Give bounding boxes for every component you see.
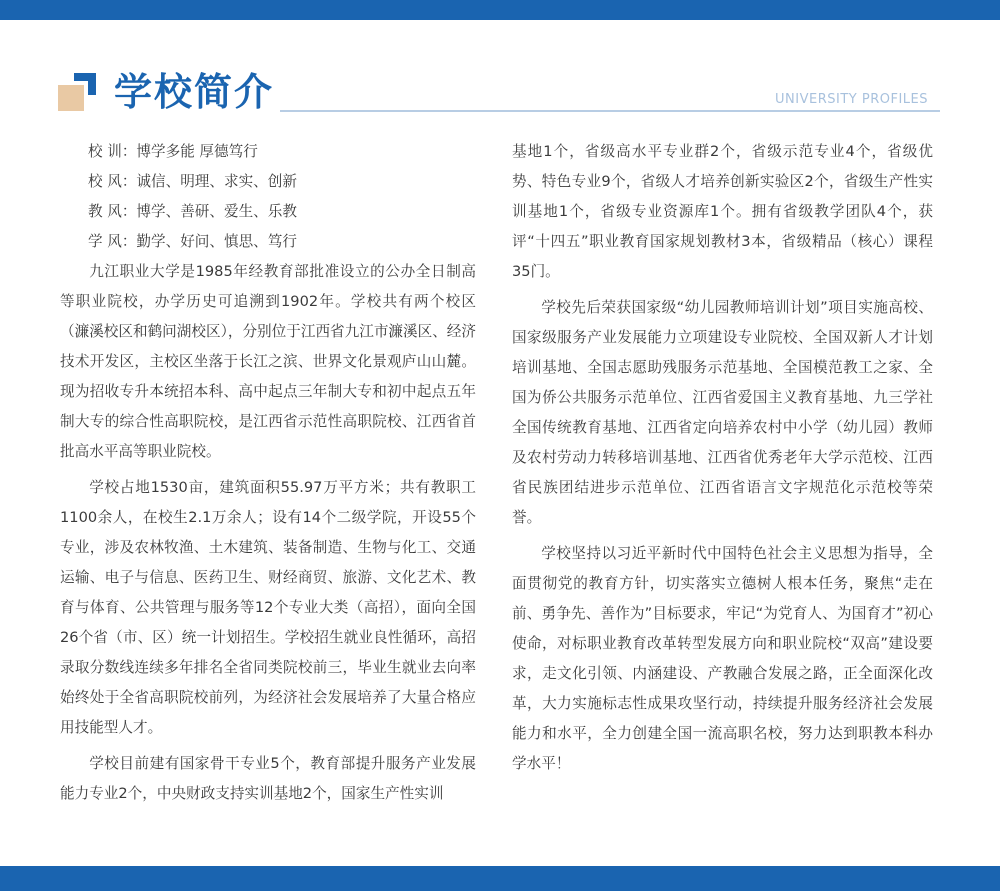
study-style: 学 风：勤学、好问、慎思、笃行 [88,233,297,250]
title-divider [280,110,940,112]
right-column [512,137,933,779]
bottom-banner-bar [0,866,1000,891]
school-motto: 校 训：博学多能 厚德笃行 [88,143,258,160]
page-subtitle: UNIVERSITY PROFILES [775,92,928,107]
majors-paragraph: 学校目前建有国家骨干专业5个，教育部提升服务产业发展能力专业2个，中央财政支持实训基地2个，国家生产性实训 [60,755,476,802]
mission-paragraph: 学校坚持以习近平新时代中国特色社会主义思想为指导，全面贯彻党的教育方针，切实落实立德树人根本任务，聚焦“走在前、勇争先、善作为”目标要求，牢记“为党育人、为国育才”初心使命，对标职业教育改革转型发展方向和职业院校“双高”建设要求，走文化引领、内涵建设、产教融合发展之路，正全面深化改革，大力实施标志性成果攻坚行动，持续提升服务经济社会发展能力和水平，全力创建全国一流高职名校，努力达到职教本科办学水平！ [512,545,933,772]
teaching-style: 教 风：博学、善研、爱生、乐教 [88,203,297,220]
page-title: 学校简介 [114,70,275,114]
scale-paragraph: 学校占地1530亩，建筑面积55.97万平方米；共有教职工1100余人，在校生2.1万余人；设有14个二级学院，开设55个专业，涉及农林牧渔、土木建筑、装备制造、生物与化工、交通运输、电子与信息、医药卫生、财经商贸、旅游、文化艺术、教育与体育、公共管理与服务等12个专业大类（高招），面向全国26个省（市、区）统一计划招生。学校招生就业良性循环，高招录取分数线连续多年排名全省同类院校前三，毕业生就业去向率始终处于全省高职院校前列，为经济社会发展培养了大量合格应用技能型人才。 [60,479,476,736]
honors-paragraph: 学校先后荣获国家级“幼儿园教师培训计划”项目实施高校、国家级服务产业发展能力立项建设专业院校、全国双新人才计划培训基地、全国志愿助残服务示范基地、全国模范教工之家、全国为侨公共服务示范单位、江西省爱国主义教育基地、九三学社全国传统教育基地、江西省定向培养农村中小学（幼儿园）教师及农村劳动力转移培训基地、江西省优秀老年大学示范校、江西省民族团结进步示范单位、江西省语言文字规范化示范校等荣誉。 [512,299,933,526]
intro-paragraph: 九江职业大学是1985年经教育部批准设立的公办全日制高等职业院校，办学历史可追溯到1902年。学校共有两个校区（濂溪校区和鹤问湖校区），分别位于江西省九江市濂溪区、经济技术开发区，主校区坐落于长江之滨、世界文化景观庐山山麓。现为招收专升本统招本科、高中起点三年制大专和初中起点五年制大专的综合性高职院校，是江西省示范性高职院校、江西省首批高水平高等职业院校。 [60,263,476,460]
top-banner-bar [0,0,1000,20]
majors-paragraph-continued: 基地1个，省级高水平专业群2个，省级示范专业4个，省级优势、特色专业9个，省级人才培养创新实验区2个，省级生产性实训基地1个，省级专业资源库1个。拥有省级教学团队4个，获评“十四五”职业教育国家规划教材3本，省级精品（核心）课程35门。 [512,143,933,280]
school-ethos: 校 风：诚信、明理、求实、创新 [88,173,297,190]
title-decoration-icon [58,73,98,113]
left-column [60,137,476,809]
